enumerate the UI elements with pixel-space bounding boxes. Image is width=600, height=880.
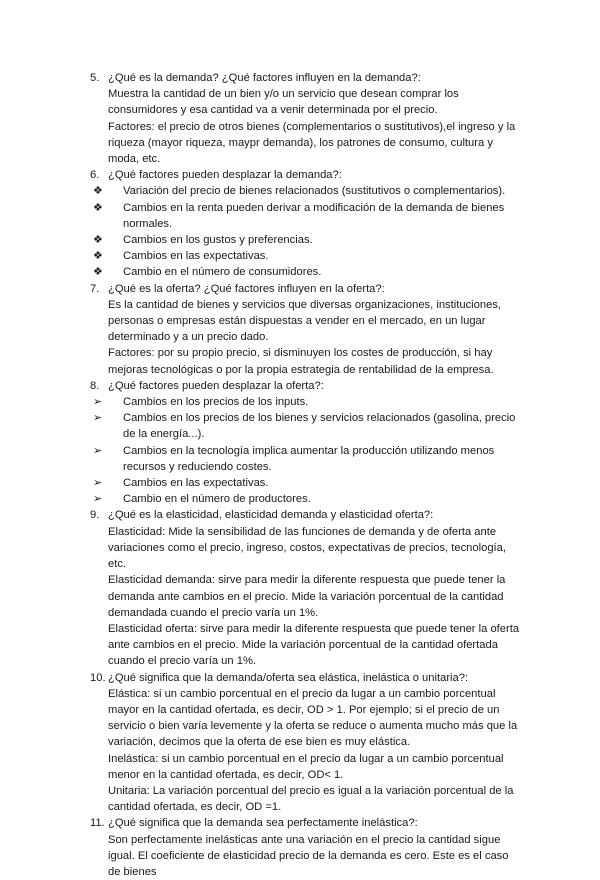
bullet-item [93, 200, 521, 232]
arrowhead-bullet-icon: ➢ [93, 493, 103, 506]
bullet-text: Cambio en el número de consumidores. [123, 266, 322, 279]
bullet-text: Cambio en el número de productores. [123, 493, 311, 506]
bullet-item [93, 183, 521, 199]
item-paragraph: Inelástica: si un cambio porcentual en el precio da lugar a un cambio porcentual menor en la cantidad ofertada, es decir, OD< 1. [108, 752, 504, 781]
item-paragraph: Muestra la cantidad de un bien y/o un servicio que desean comprar los consumidores y esa cantidad va a venir determinada por el precio. [108, 88, 459, 117]
item-paragraph: Unitaria: La variación porcentual del precio es igual a la variación porcentual de la cantidad ofertada, es decir, OD =1. [108, 784, 514, 814]
item-number: 6. [90, 169, 100, 182]
item-paragraph: Factores: por su propio precio, si disminuyen los costes de producción, si hay mejoras tecnológicas o por la propia estrategia de rentabilidad de la empresa. [108, 347, 494, 376]
list-item [91, 167, 521, 280]
item-question: ¿Qué significa que la demanda sea perfectamente inelástica?: [108, 817, 418, 830]
list-item [91, 281, 521, 378]
list-item [91, 70, 521, 167]
item-number: 5. [90, 72, 100, 84]
arrowhead-bullet-icon: ➢ [93, 396, 103, 409]
item-question: ¿Qué factores pueden desplazar la oferta?: [108, 379, 324, 392]
bullet-text: Cambios en los gustos y preferencias. [123, 234, 313, 247]
item-question: ¿Qué es la oferta? ¿Qué factores influyen en la oferta?: [108, 282, 385, 295]
item-number: 10. [90, 671, 106, 684]
item-number: 9. [90, 509, 100, 522]
bullet-text: Variación del precio de bienes relacionados (sustitutivos o complementarios). [123, 185, 506, 198]
diamond-bullet-icon: ❖ [93, 250, 104, 263]
diamond-bullet-icon: ❖ [93, 185, 104, 198]
bullet-text: Cambios en las expectativas. [123, 477, 269, 490]
bullet-item [93, 410, 521, 442]
question-list [91, 70, 521, 880]
bullet-item [93, 264, 521, 280]
bullet-item [93, 443, 521, 475]
bullet-item [93, 248, 521, 264]
arrowhead-bullet-icon: ➢ [93, 477, 103, 490]
diamond-bullet-icon: ❖ [93, 201, 104, 214]
item-paragraph: Factores: el precio de otros bienes (complementarios o sustitutivos),el ingreso y la riqueza (mayor riqueza, maypr demanda), los patrones de consumo, cultura y moda, etc. [108, 120, 516, 166]
item-question: ¿Qué es la demanda? ¿Qué factores influyen en la demanda?: [108, 72, 421, 84]
bullet-text: Cambios en las expectativas. [123, 250, 269, 263]
bullet-item [93, 394, 521, 410]
item-paragraph: Elasticidad demanda: sirve para medir la diferente respuesta que puede tener la demanda ante cambios en el precio. Mide la variación porcentual de la cantidad demandada cuando el precio varía un 1%. [108, 574, 506, 619]
item-question: ¿Qué factores pueden desplazar la demanda?: [108, 169, 342, 182]
item-number: 7. [90, 282, 100, 295]
item-question: ¿Qué significa que la demanda/oferta sea elástica, inelástica o unitaria?: [108, 671, 469, 684]
item-paragraph: Elasticidad: Mide la sensibilidad de las funciones de demanda y de oferta ante variaciones como el precio, ingreso, costos, expectativas de precios, tecnología, etc. [108, 525, 506, 571]
bullet-text: Cambios en la tecnología implica aumentar la producción utilizando menos recursos y reduciendo costes. [123, 444, 495, 473]
bullet-item [93, 491, 521, 507]
bullet-text: Cambios en la renta pueden derivar a modificación de la demanda de bienes normales. [123, 201, 505, 230]
bullet-item [93, 232, 521, 248]
diamond-bullet-icon: ❖ [93, 266, 104, 279]
bullet-text: Cambios en los precios de los inputs. [123, 396, 309, 409]
list-item [91, 507, 521, 669]
item-paragraph: Elástica: si un cambio porcentual en el precio da lugar a un cambio porcentual mayor en la cantidad ofertada, es decir, OD > 1. Por ejemplo; si el precio de un servicio o bien varía levemente y la oferta se reduce o aumenta mucho más que la variación, decimos que la oferta de ese bien es muy elástica. [108, 687, 518, 749]
item-paragraph: Son perfectamente inelásticas ante una variación en el precio la cantidad sigue igual. El coeficiente de elasticidad precio de la demanda es cero. Este es el caso de bienes [108, 833, 509, 878]
item-question: ¿Qué es la elasticidad, elasticidad demanda y elasticidad oferta?: [108, 509, 434, 522]
bullet-item [93, 475, 521, 491]
item-number: 11. [90, 817, 105, 830]
item-paragraph: Es la cantidad de bienes y servicios que diversas organizaciones, instituciones, personas o empresas están dispuestas a vender en el mercado, en un lugar determinado y a un precio dado. [108, 298, 502, 344]
item-number: 8. [90, 379, 100, 392]
item-paragraph: Elasticidad oferta: sirve para medir la diferente respuesta que puede tener la oferta ante cambios en el precio. Mide la variación porcentual de la cantidad ofertada cuando el precio varía un 1%. [108, 622, 520, 668]
diamond-bullet-icon: ❖ [93, 234, 104, 247]
arrowhead-bullet-icon: ➢ [93, 444, 103, 457]
arrowhead-bullet-icon: ➢ [93, 412, 103, 425]
list-item [91, 670, 521, 816]
list-item [91, 378, 521, 508]
bullet-text: Cambios en los precios de los bienes y servicios relacionados (gasolina, precio de la energía...). [123, 412, 516, 441]
